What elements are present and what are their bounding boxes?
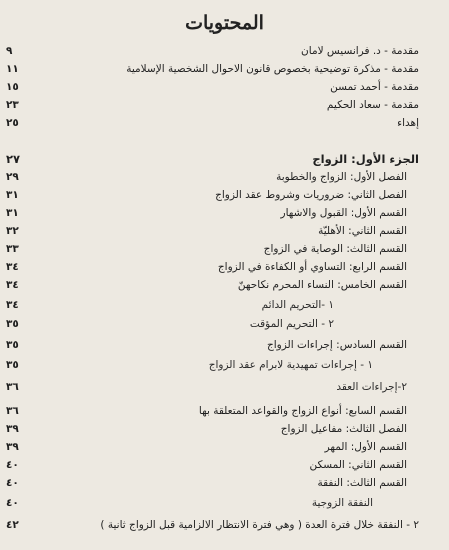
toc-entry — [0, 276, 449, 294]
toc-entry-title: مقدمة - د. فرانسيس لامان — [301, 45, 419, 57]
toc-entry-page-number: ٤٠ — [6, 497, 19, 509]
toc-entry — [0, 356, 449, 374]
toc-entry-title: الفصل الأول: الزواج والخطوبة — [276, 171, 407, 183]
toc-entry — [0, 516, 449, 534]
toc-entry-title: ٢ - النفقة خلال فترة العدة ( وهي فترة الانتظار الالزامية قبل الزواج ثانية ) — [100, 519, 419, 531]
toc-entry — [0, 456, 449, 474]
toc-entry — [0, 315, 449, 333]
toc-entry-title: القسم الثاني: المسكن — [309, 459, 407, 471]
toc-entry-page-number: ١١ — [6, 63, 19, 75]
toc-entry-title: القسم السادس: إجراءات الزواج — [266, 339, 407, 351]
toc-entry-page-number: ٣٥ — [6, 318, 19, 330]
toc-entry — [0, 78, 449, 96]
toc-entry-title: القسم الثالث: الوصاية في الزواج — [263, 243, 407, 255]
page-title: المحتويات — [185, 12, 264, 34]
toc-entry-title: الفصل الثاني: ضروريات وشروط عقد الزواج — [215, 189, 407, 201]
toc-entry — [0, 42, 449, 60]
toc-entry — [0, 494, 449, 512]
toc-entry-title: القسم الخامس: النساء المحرم نكاحهنّ — [237, 279, 407, 291]
toc-entry-title: ١ -التحريم الدائم — [261, 299, 334, 311]
toc-entry-page-number: ٣٦ — [6, 405, 19, 417]
toc-entry-page-number: ٣٤ — [6, 299, 19, 311]
toc-entry-page-number: ٢٣ — [6, 99, 19, 111]
toc-entry-page-number: ٤٢ — [6, 519, 19, 531]
toc-entry-page-number: ٢٥ — [6, 117, 19, 129]
toc-entry — [0, 258, 449, 276]
toc-entry — [0, 438, 449, 456]
toc-entry-page-number: ١٥ — [6, 81, 19, 93]
toc-entry-page-number: ٢٩ — [6, 171, 19, 183]
toc-entry — [0, 336, 449, 354]
toc-entry-page-number: ٣٥ — [6, 359, 19, 371]
toc-entry-page-number: ٢٧ — [6, 152, 21, 166]
toc-entry-page-number: ٣٩ — [6, 423, 19, 435]
toc-entry-page-number: ٩ — [6, 45, 13, 57]
toc-entry — [0, 96, 449, 114]
toc-entry-page-number: ٣١ — [6, 207, 19, 219]
toc-entry-page-number: ٣٣ — [6, 243, 19, 255]
toc-entry-page-number: ٣٤ — [6, 279, 19, 291]
toc-entry-title: القسم الرابع: التساوي أو الكفاءة في الزواج — [217, 261, 407, 273]
toc-entry-page-number: ٣١ — [6, 189, 19, 201]
toc-entry — [0, 204, 449, 222]
toc-entry-page-number: ٤٠ — [6, 477, 19, 489]
toc-entry — [0, 222, 449, 240]
toc-entry-page-number: ٣٥ — [6, 339, 19, 351]
toc-entry — [0, 240, 449, 258]
toc-entry — [0, 378, 449, 396]
toc-entry — [0, 420, 449, 438]
toc-entry — [0, 296, 449, 314]
toc-entry-title: مقدمة - أحمد تمسن — [330, 81, 419, 93]
toc-entry — [0, 60, 449, 78]
toc-entry-title: ١ - إجراءات تمهيدية لابرام عقد الزواج — [208, 359, 373, 371]
toc-entry-page-number: ٣٩ — [6, 441, 19, 453]
toc-entry-page-number: ٣٦ — [6, 381, 19, 393]
toc-entry-title: القسم السابع: أنواع الزواج والقواعد المتعلقة بها — [198, 405, 407, 417]
toc-entry-title: الفصل الثالث: مفاعيل الزواج — [280, 423, 407, 435]
toc-entry — [0, 186, 449, 204]
toc-entry-title: القسم الأول: القبول والاشهار — [280, 207, 407, 219]
toc-entry — [0, 168, 449, 186]
toc-entry-title: القسم الأول: المهر — [324, 441, 407, 453]
toc-entry — [0, 474, 449, 492]
toc-entry-title: ٢-إجراءات العقد — [336, 381, 407, 393]
toc-entry-page-number: ٣٢ — [6, 225, 19, 237]
toc-entry-page-number: ٣٤ — [6, 261, 19, 273]
toc-entry — [0, 402, 449, 420]
toc-entry-title: مقدمة - مذكرة توضيحية بخصوص قانون الاحوال الشخصية الإسلامية — [126, 63, 419, 75]
toc-entry-page-number: ٤٠ — [6, 459, 19, 471]
toc-entry — [0, 150, 449, 168]
toc-entry-title: إهداء — [397, 117, 419, 129]
toc-entry-title: ٢ - التحريم المؤقت — [249, 318, 334, 330]
toc-entry — [0, 114, 449, 132]
toc-entry-title: القسم الثاني: الأهليّة — [318, 225, 407, 237]
toc-entry-title: مقدمة - سعاد الحكيم — [326, 99, 419, 111]
toc-entry-title: الجزء الأول: الزواج — [312, 152, 419, 166]
toc-entry-title: القسم الثالث: النفقة — [317, 477, 407, 489]
toc-entry-title: النفقة الزوجية — [311, 497, 373, 509]
